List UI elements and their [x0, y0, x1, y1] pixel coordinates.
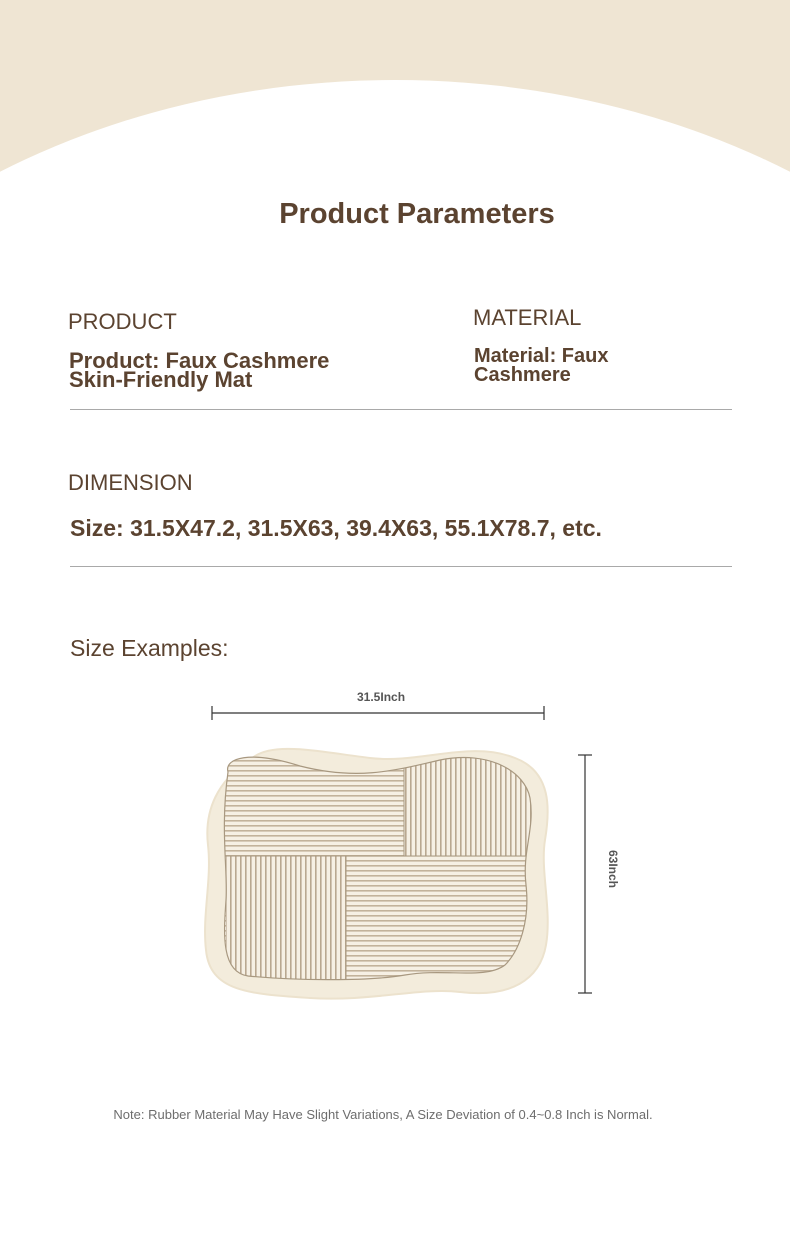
material-value-line1: Material: Faux [474, 345, 609, 367]
divider [70, 566, 732, 567]
note-text: Note: Rubber Material May Have Slight Variations, A Size Deviation of 0.4~0.8 Inch is Normal. [113, 1107, 653, 1122]
material-value-line2: Cashmere [474, 364, 571, 386]
product-label: PRODUCT [68, 309, 177, 334]
material-label: MATERIAL [473, 305, 582, 330]
size-examples-heading: Size Examples: [70, 635, 229, 661]
product-value-line2: Skin-Friendly Mat [69, 367, 253, 392]
material-value [474, 347, 608, 385]
page-title: Product Parameters [279, 198, 555, 230]
width-dimension-label: 31.5Inch [357, 690, 406, 704]
height-dimension-label: 63Inch [606, 850, 620, 889]
product-value [69, 348, 330, 392]
dimension-label: DIMENSION [68, 470, 193, 495]
product-value-line1: Product: Faux Cashmere [69, 348, 330, 373]
divider [70, 409, 732, 410]
rug-diagram [190, 680, 650, 1020]
dimension-value: Size: 31.5X47.2, 31.5X63, 39.4X63, 55.1X78.7, etc. [70, 515, 602, 541]
